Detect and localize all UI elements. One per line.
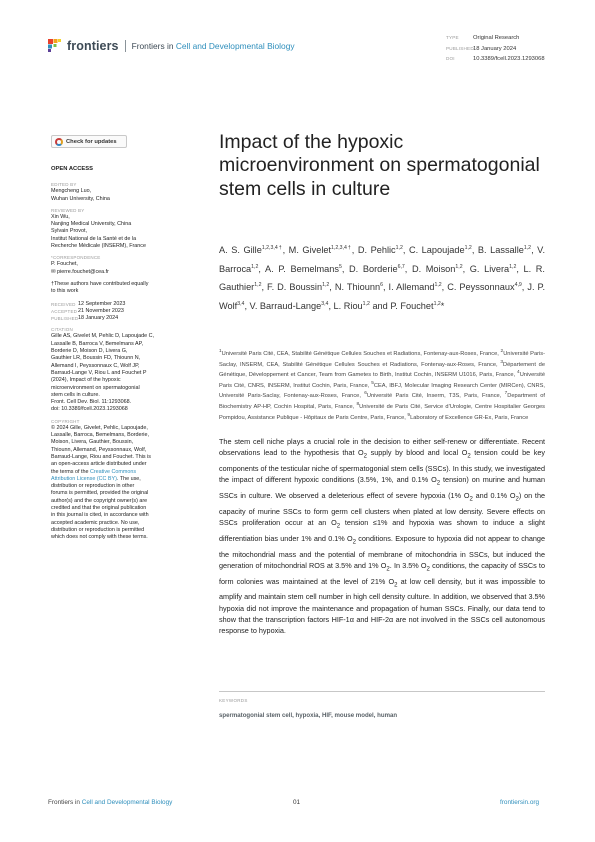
journal-name-accent: Cell and Developmental Biology [175, 41, 295, 51]
citation-label: CITATION [51, 327, 73, 333]
article-dates [51, 301, 183, 323]
doi-key: DOI [446, 56, 455, 62]
citation-text: Gille AS, Givelet M, Pehlic D, Lapoujade C, Lassalle B, Barroca V, Bemelmans AP, Borderie D, Moison D, Livera G, Gauthier LR, Boussin FD, Thiounn N, Allemand I, Peyssonnaux C, Wolf JP, Barraud-Lange V, Riou L and Fouchet P (2024), Impact of the hypoxic microenvironment on spermatogonial stem cells in culture. Front. Cell Dev. Biol. 11:1293068. doi: 10.3389/fcell.2023.1293068 [51, 333, 155, 413]
article-meta [446, 33, 545, 65]
published-value: 18 January 2024 [78, 315, 119, 322]
check-updates-icon [55, 138, 63, 146]
article-title: Impact of the hypoxic microenvironment on spermatogonial stem cells in culture [219, 131, 540, 200]
journal-prefix: Frontiers in [131, 41, 176, 51]
accepted-key: ACCEPTED [51, 308, 78, 314]
edited-by: Mengcheng Luo, Wuhan University, China [51, 188, 110, 202]
keywords: spermatogonial stem cell, hypoxia, HIF, mouse model, human [219, 712, 398, 719]
footer-journal[interactable] [48, 799, 172, 806]
reviewed-by-label: REVIEWED BY [51, 207, 85, 213]
keywords-divider [219, 691, 545, 692]
type-value: Original Research [473, 35, 520, 41]
check-updates-label: Check for updates [66, 138, 117, 145]
correspondence-label: *CORRESPONDENCE [51, 255, 101, 261]
reviewed-by: Xin Wu, Nanjing Medical University, China Sylvain Provot, Institut National de la Santé et de la Recherche Médicale (INSERM), France [51, 213, 146, 250]
journal-name[interactable] [132, 41, 295, 51]
received-value: 12 September 2023 [78, 300, 126, 307]
type-key: TYPE [446, 35, 459, 40]
journal-header [48, 38, 295, 54]
frontiers-wordmark: frontiers [67, 39, 119, 53]
doi-link[interactable]: 10.3389/fcell.2023.1293068 [473, 56, 545, 63]
published-key: PUBLISHED [51, 316, 79, 322]
edited-by-label: EDITED BY [51, 182, 77, 188]
equal-contribution-note: †These authors have contributed equally to this work [51, 280, 149, 295]
keywords-label: KEYWORDS [219, 698, 248, 703]
footer-journal-prefix: Frontiers in [48, 799, 82, 806]
received-key: RECEIVED [51, 301, 76, 307]
cc-by-license-link[interactable]: Creative Commons Attribution License (CC BY) [51, 468, 137, 482]
copyright-text-b: . The use, distribution or reproduction in other forums is permitted, provided the original author(s) and the copyright owner(s) are credited and that the original publication in this journal is cited, in accordance with accepted academic practice. No use, distribution or reproduction is permitted which does not comply with these terms. [51, 475, 149, 541]
copyright-label: COPYRIGHT [51, 418, 80, 424]
frontiers-logo-icon [48, 39, 63, 53]
footer-site-link[interactable]: frontiersin.org [500, 799, 540, 806]
author-list: A. S. Gille$^{1,2,3,4\dagger}$, M. Givelet$^{1,2,3,4\dagger}$, D. Pehlic$^{1,2}$, C. Lapoujade$^{1,2}$, B. Lassalle$^{1,2}$, V. Barroca$^{1,2}$, A. P. Bemelmans$^5$, D. Borderie$^{6,7}$, D. Moison$^{1,2}$, G. Livera$^{1,2}$, L. R. Gauthier$^{1,2}$, F. D. Boussin$^{1,2}$, N. Thiounn$^6$, I. Allemand$^{1,2}$, C. Peyssonnaux$^{4,9}$, J. P. Wolf$^{3,4}$, V. Barraud-Lange$^{3,4}$, L. Riou$^{1,2}$ and P. Fouchet$^{1,2}$* [219, 245, 545, 312]
correspondence-email[interactable]: P. Fouchet, ✉ pierre.fouchet@cea.fr [51, 261, 109, 275]
affiliations: $^1$Université Paris Cité, CEA, Stabilité Génétique Cellules Souches et Radiations, Fontenay-aux-Roses, France, $^2$Université Paris-Saclay, INSERM, CEA, Stabilité Génétique Cellules Souches et Radiations, Fontenay-aux-Roses, France, $^3$Département de Génétique, Développement et Cancer, Team from Gametes to Birth, Institut Cochin, INSERM U1016, Paris, France, $^4$Université Paris Cité, CNRS, INSERM, Institut Cochin, Paris, France, $^5$CEA, IBFJ, Molecular Imaging Research Center (MIRCen), CNRS, Université Paris-Saclay, Fontenay-aux-Roses, France, $^6$Université Paris Cité, Inserm, T3S, Paris, France, $^7$Department of Biochemistry AP-HP, Cochin Hospital, Paris, France, $^8$Université de Paris Cité, Service d’Urologie, Centre Hospitalier Georges Pompidou, Assistance Publique - Hôpitaux de Paris Centre, Paris, France, $^9$Laboratory of Excellence GR-Ex, Paris, France [219, 349, 546, 421]
header-separator [125, 40, 126, 52]
footer-journal-name: Cell and Developmental Biology [81, 799, 173, 806]
published-key: PUBLISHED [446, 45, 474, 51]
copyright-text-a: © 2024 Gille, Givelet, Pehlic, Lapoujade, Lassalle, Barroca, Bemelmans, Borderie, Moison, Livera, Gauthier, Boussin, Thiounn, Allemand, Peyssonnaux, Wolf, Barraud-Lange, Riou and Fouchet. This is an open-access article distributed under the terms of the [51, 424, 151, 475]
accepted-value: 21 November 2023 [78, 307, 124, 314]
published-value: 18 January 2024 [473, 45, 517, 52]
check-for-updates-button[interactable] [51, 135, 127, 148]
page-number: 01 [293, 799, 301, 806]
open-access-label: OPEN ACCESS [51, 166, 93, 172]
sidebar [51, 166, 183, 543]
abstract: The stem cell niche plays a crucial role in the decision to either self-renew or differentiate. Recent observations lead to the hypothesis that $O_2$ supply by blood and local $O_2$ tension could be key components of the testicular niche of spermatogonial stem cells (SSCs). In this study, we investigated the impact of different hypoxic conditions (3.5%, 1%, and 0.1% $O_2$ tension) on murine and human SSCs in culture. We observed a deleterious effect of severe hypoxia (1% $O_2$ and 0.1% $O_2$) on the capacity of murine SSCs to form germ cell clusters when plated at low density. Severe effects on SSCs proliferation occur at an $O_2$ tension ≤1% and hypoxia was shown to induce a slight differentiation bias under 1% and 0.1% $O_2$ conditions. Exposure to hypoxia did not appear to change the mitochondrial mass and the potential of membrane of mitochondria in SSCs, but induced the generation of mitochondrial ROS at 3.5% and 1% $O_2$. In 3.5% $O_2$ conditions, the capacity of SSCs to form colonies was maintained at the level of 21% $O_2$ at low cell density, but it was impossible to amplify and maintain stem cell number in high cell density culture. In addition, we observed that 3.5% hypoxia did not improve the maintenance and propagation of human SSCs. Finally, our data tend to show that the transcription factors HIF-1α and HIF-2α are not involved in the SSCs cell autonomous response to hypoxia. [219, 437, 546, 636]
copyright-text [51, 425, 183, 542]
